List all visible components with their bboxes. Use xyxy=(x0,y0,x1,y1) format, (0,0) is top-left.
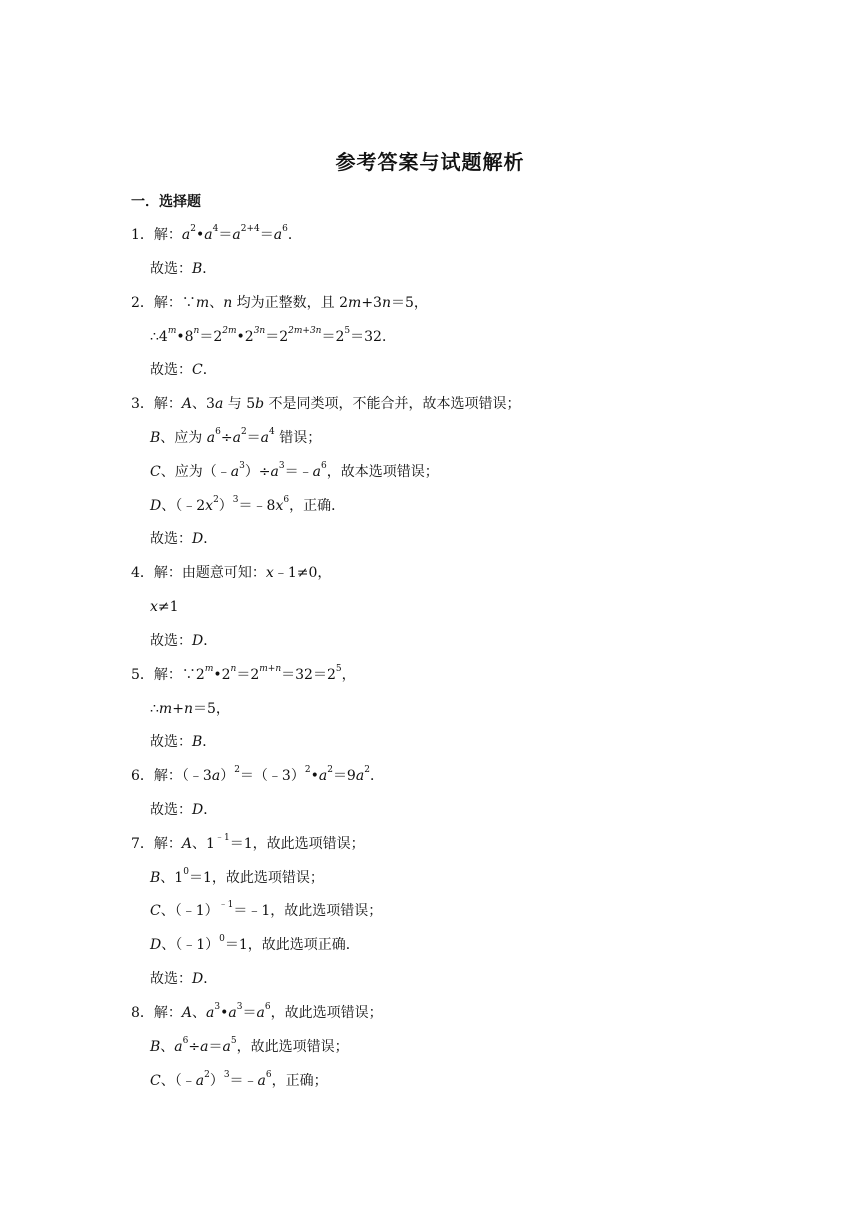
math-variable xyxy=(271,464,279,480)
superscript-content xyxy=(231,664,237,674)
superscript-content: 6 xyxy=(282,224,288,235)
solution-line xyxy=(150,598,179,616)
superscript xyxy=(237,1002,243,1012)
text-run: 、 xyxy=(160,1039,175,1055)
superscript-content: 5 xyxy=(230,1036,237,1047)
math-variable-text: a xyxy=(204,227,213,243)
math-variable-text: D xyxy=(150,937,162,953)
text-run: 、1 xyxy=(160,870,184,886)
text-run: •2 xyxy=(213,667,231,683)
text-run: ＝2 xyxy=(236,667,260,683)
superscript xyxy=(224,1070,230,1080)
math-variable xyxy=(233,430,241,446)
math-variable-text: b xyxy=(255,396,265,412)
text-run: ＝ xyxy=(208,1039,223,1055)
text-run: ） xyxy=(218,498,233,514)
superscript xyxy=(282,224,288,234)
math-variable-text: a xyxy=(318,768,328,784)
solution-line xyxy=(150,700,230,718)
text-run: 、 xyxy=(192,1005,207,1021)
superscript-content xyxy=(259,664,281,674)
text-run: 均为正整数，且 2 xyxy=(232,295,349,311)
math-variable xyxy=(228,1005,236,1021)
solution-line xyxy=(131,1004,383,1022)
superscript xyxy=(168,326,177,336)
text-run: 故选： xyxy=(150,633,192,649)
text-run: 7．解： xyxy=(131,836,182,852)
text-run: ． xyxy=(203,802,218,818)
text-run: 、应为（﹣ xyxy=(160,464,231,480)
superscript xyxy=(183,867,189,877)
text-run: •8 xyxy=(176,329,194,345)
superscript xyxy=(233,495,239,505)
solution-line xyxy=(150,733,216,751)
math-variable-text: a xyxy=(206,1005,215,1021)
math-variable xyxy=(182,1005,192,1021)
text-run: ． xyxy=(287,227,302,243)
superscript xyxy=(205,664,214,674)
math-variable xyxy=(192,734,202,750)
math-variable-text: a xyxy=(260,430,270,446)
text-run: ． xyxy=(202,261,217,277)
superscript-content: 4 xyxy=(269,427,275,438)
text-run: ． xyxy=(202,362,217,378)
superscript-content: 0 xyxy=(183,867,189,878)
math-variable-text: x xyxy=(265,565,274,581)
text-run: ）÷ xyxy=(244,464,271,480)
superscript xyxy=(305,765,311,775)
text-run: ＝ xyxy=(218,227,233,243)
superscript-content: 2 xyxy=(204,1070,210,1081)
math-variable xyxy=(313,464,321,480)
solution-line xyxy=(150,801,217,819)
math-variable-text: 2m xyxy=(222,326,237,337)
math-variable-text: C xyxy=(192,362,203,378)
math-variable-text: a xyxy=(230,464,240,480)
solution-line xyxy=(150,463,439,481)
text-run: ＝1，故此选项错误； xyxy=(229,836,365,852)
text-run: 故选： xyxy=(150,734,192,750)
superscript xyxy=(231,1036,237,1046)
text-run: ﹣1≠0， xyxy=(273,565,332,581)
superscript-content: 3 xyxy=(236,1002,243,1013)
math-variable-text: B xyxy=(192,734,203,750)
math-variable-text: a xyxy=(232,430,241,446)
math-variable xyxy=(196,1073,204,1089)
superscript-content: 3 xyxy=(232,495,239,506)
text-run: ＝﹣1，故此选项错误； xyxy=(233,903,383,919)
text-run: • xyxy=(310,768,319,784)
superscript xyxy=(364,765,370,775)
superscript-content xyxy=(222,326,236,336)
superscript xyxy=(283,495,289,505)
solution-line xyxy=(131,226,302,244)
superscript xyxy=(204,1070,210,1080)
math-variable-text: m xyxy=(167,326,177,337)
text-run: ，正确． xyxy=(289,498,346,514)
math-variable-text: a xyxy=(206,430,216,446)
superscript-content: 3 xyxy=(278,461,285,472)
text-run: ＝﹣ xyxy=(229,1073,258,1089)
math-variable xyxy=(207,430,215,446)
superscript-content: 2 xyxy=(190,224,197,235)
superscript xyxy=(266,1070,272,1080)
text-run: +3 xyxy=(361,295,382,311)
math-variable-text: a xyxy=(174,1039,183,1055)
text-run: 不是同类项，不能合并，故本选项错误； xyxy=(264,396,521,412)
superscript-content: 6 xyxy=(215,427,221,438)
superscript xyxy=(259,664,281,674)
text-run: ＝32． xyxy=(350,329,396,345)
superscript xyxy=(194,326,200,336)
superscript-content: ﹣1 xyxy=(218,900,234,911)
math-variable-text: x xyxy=(205,498,214,514)
superscript xyxy=(219,934,225,944)
text-run: ． xyxy=(203,531,218,547)
math-variable xyxy=(192,802,203,818)
superscript-content: 3 xyxy=(214,1002,221,1013)
math-variable xyxy=(348,295,361,311)
superscript-content: 2 xyxy=(234,765,240,776)
text-run: 8．解： xyxy=(131,1005,182,1021)
math-variable-text: D xyxy=(192,802,204,818)
text-run: 1．解： xyxy=(131,227,182,243)
math-variable-text: C xyxy=(150,464,161,480)
text-run: 3．解： xyxy=(131,396,182,412)
text-run: ． xyxy=(203,971,218,987)
solution-line xyxy=(150,869,324,887)
text-run: ＝9 xyxy=(332,768,356,784)
solution-line xyxy=(150,632,217,650)
text-run: ＝﹣ xyxy=(284,464,313,480)
superscript xyxy=(215,427,221,437)
math-variable-text: D xyxy=(192,633,204,649)
text-run: ＝（﹣3） xyxy=(239,768,305,784)
math-variable xyxy=(182,396,192,412)
math-variable xyxy=(258,1073,266,1089)
math-variable xyxy=(204,227,212,243)
math-variable xyxy=(232,227,240,243)
text-run: ＝1，故此选项错误； xyxy=(188,870,324,886)
text-run: 故选： xyxy=(150,802,192,818)
superscript xyxy=(279,461,285,471)
superscript-content: 0 xyxy=(219,934,225,945)
text-run: ，故此选项错误； xyxy=(236,1039,349,1055)
math-variable xyxy=(319,768,327,784)
superscript xyxy=(344,326,350,336)
solution-line xyxy=(150,1072,328,1090)
superscript-content: 6 xyxy=(283,495,290,506)
superscript xyxy=(222,326,236,336)
math-variable xyxy=(184,701,193,717)
text-run: 错误； xyxy=(274,430,322,446)
math-variable xyxy=(192,362,203,378)
text-run: 5．解：∵2 xyxy=(131,667,205,683)
text-run: ． xyxy=(369,768,384,784)
text-run: 与 5 xyxy=(223,396,256,412)
math-variable-text: B xyxy=(150,1039,161,1055)
solution-line xyxy=(131,666,356,684)
solution-line xyxy=(150,936,360,954)
math-variable-text: m+n xyxy=(259,664,282,675)
math-variable xyxy=(231,464,239,480)
solution-line xyxy=(150,260,216,278)
math-variable-text: n xyxy=(223,295,233,311)
text-run: ＝2 xyxy=(199,329,223,345)
math-variable-text: a xyxy=(257,1073,266,1089)
superscript xyxy=(254,326,266,336)
math-variable-text: a xyxy=(270,464,279,480)
text-run: ＝ xyxy=(246,430,261,446)
math-variable-text: A xyxy=(181,396,193,412)
solution-line xyxy=(131,835,365,853)
superscript xyxy=(214,1002,220,1012)
math-variable xyxy=(150,464,161,480)
text-run: ） xyxy=(220,768,235,784)
text-run: ＝2 xyxy=(265,329,289,345)
text-run: ＝ xyxy=(259,227,274,243)
solution-line xyxy=(131,767,384,785)
superscript-content: 2 xyxy=(327,765,333,776)
solution-line xyxy=(131,395,521,413)
superscript xyxy=(231,664,237,674)
math-variable-text: C xyxy=(150,903,161,919)
superscript xyxy=(336,664,342,674)
math-variable-text: 3n xyxy=(253,326,266,337)
math-variable-text: D xyxy=(192,971,204,987)
text-run: ， xyxy=(341,667,356,683)
math-variable-text: n xyxy=(381,295,391,311)
superscript-content: ﹣1 xyxy=(214,833,230,844)
math-variable-text: a xyxy=(214,396,224,412)
math-variable xyxy=(150,937,161,953)
superscript xyxy=(234,765,240,775)
math-variable-text: B xyxy=(150,430,161,446)
math-variable-text: a xyxy=(256,1005,265,1021)
math-variable-text: a xyxy=(195,1073,205,1089)
text-run: 、3 xyxy=(192,396,215,412)
superscript xyxy=(321,461,327,471)
math-variable xyxy=(150,599,158,615)
solution-line xyxy=(150,530,217,548)
math-variable xyxy=(257,1005,265,1021)
page-title: 参考答案与试题解析 xyxy=(335,150,525,174)
superscript-content: 2+4 xyxy=(240,224,260,235)
superscript xyxy=(213,495,219,505)
math-variable xyxy=(274,227,282,243)
math-variable xyxy=(192,971,203,987)
math-variable-text: x xyxy=(150,599,158,615)
solution-line xyxy=(150,1038,349,1056)
superscript-content: 6 xyxy=(264,1002,271,1013)
superscript-content: 3 xyxy=(239,461,245,472)
superscript xyxy=(219,900,234,910)
superscript-content: 6 xyxy=(321,461,327,472)
math-variable xyxy=(192,633,203,649)
math-variable-text: m xyxy=(195,295,210,311)
math-variable xyxy=(261,430,269,446)
solution-line xyxy=(150,361,217,379)
text-run: ∴4 xyxy=(150,329,168,345)
text-run: ＝1，故此选项正确． xyxy=(224,937,360,953)
text-run: 故选： xyxy=(150,261,192,277)
math-variable-text: B xyxy=(192,261,203,277)
text-run: ） xyxy=(209,1073,224,1089)
text-run: ÷ xyxy=(220,430,233,446)
math-variable xyxy=(150,430,160,446)
solution-line xyxy=(131,294,428,312)
superscript-content: 6 xyxy=(182,1036,189,1047)
math-variable xyxy=(222,1039,230,1055)
text-run: 、（﹣2 xyxy=(161,498,206,514)
math-variable-text: A xyxy=(181,836,193,852)
superscript xyxy=(239,461,245,471)
text-run: ≠1 xyxy=(157,599,179,615)
superscript-content: 6 xyxy=(265,1070,272,1081)
math-variable xyxy=(255,396,264,412)
text-run: ＝5， xyxy=(192,701,230,717)
superscript-content xyxy=(168,326,177,336)
superscript xyxy=(241,427,247,437)
superscript-content: 2 xyxy=(304,765,311,776)
text-run: 、（﹣1） xyxy=(161,937,220,953)
math-variable-text: m xyxy=(158,701,173,717)
math-variable-text: n xyxy=(183,701,193,717)
text-run: ＝ xyxy=(242,1005,257,1021)
superscript-content: 2 xyxy=(240,427,247,438)
math-variable-text: D xyxy=(192,531,204,547)
text-run: ，故此选项错误； xyxy=(270,1005,383,1021)
math-variable xyxy=(192,261,202,277)
superscript xyxy=(215,833,230,843)
text-run: ＝32＝2 xyxy=(281,667,336,683)
superscript xyxy=(190,224,196,234)
math-variable xyxy=(150,903,161,919)
math-variable-text: a xyxy=(211,768,221,784)
math-variable xyxy=(182,836,192,852)
text-run: 故选： xyxy=(150,971,192,987)
math-variable xyxy=(382,295,391,311)
text-run: ． xyxy=(203,633,218,649)
math-variable xyxy=(212,768,220,784)
superscript xyxy=(241,224,260,234)
superscript xyxy=(265,1002,271,1012)
solution-line xyxy=(131,564,331,582)
math-variable xyxy=(205,498,213,514)
solution-line xyxy=(150,902,382,920)
text-run: •2 xyxy=(236,329,254,345)
superscript-content: 3 xyxy=(223,1070,230,1081)
math-variable xyxy=(150,1039,160,1055)
superscript-content xyxy=(254,326,266,336)
text-run: 6．解：（﹣3 xyxy=(131,768,212,784)
math-variable-text: a xyxy=(181,227,191,243)
text-run: 故选： xyxy=(150,362,192,378)
text-run: ＝5， xyxy=(391,295,428,311)
math-variable xyxy=(356,768,364,784)
math-variable-text: a xyxy=(312,464,321,480)
text-run: ． xyxy=(202,734,217,750)
superscript-content: 2 xyxy=(364,765,370,776)
math-variable-text: n xyxy=(193,326,200,337)
math-variable xyxy=(150,1073,161,1089)
math-variable-text: C xyxy=(150,1073,161,1089)
text-run: 4．解：由题意可知： xyxy=(131,565,266,581)
superscript-content xyxy=(194,326,200,336)
math-variable-text: a xyxy=(232,227,241,243)
text-run: 、1 xyxy=(192,836,215,852)
math-variable-text: a xyxy=(273,227,283,243)
math-variable-text: m xyxy=(204,664,214,675)
math-variable xyxy=(174,1039,182,1055)
math-variable xyxy=(150,498,161,514)
math-variable xyxy=(150,870,160,886)
text-run: 2．解：∵ xyxy=(131,295,196,311)
math-variable xyxy=(266,565,274,581)
math-variable-text: D xyxy=(150,498,162,514)
section-heading: 一．选择题 xyxy=(131,194,201,210)
math-variable-text: n xyxy=(230,664,237,675)
text-run: 、应为 xyxy=(160,430,207,446)
superscript-content: 2 xyxy=(213,495,219,506)
text-run: ，正确； xyxy=(271,1073,328,1089)
math-variable-text: a xyxy=(228,1005,237,1021)
superscript-content: 5 xyxy=(344,326,351,337)
text-run: • xyxy=(220,1005,229,1021)
math-variable-text: A xyxy=(181,1005,193,1021)
superscript xyxy=(288,326,321,336)
math-variable-text: a xyxy=(355,768,365,784)
solution-line xyxy=(150,328,396,346)
solution-line xyxy=(150,497,345,515)
math-variable-text: a xyxy=(222,1039,231,1055)
text-run: 、（﹣1） xyxy=(160,903,219,919)
math-variable xyxy=(159,701,172,717)
math-variable xyxy=(223,295,232,311)
superscript-content: 5 xyxy=(335,664,342,675)
text-run: ＝2 xyxy=(321,329,345,345)
math-variable-text: 2m+3n xyxy=(288,326,322,337)
math-variable xyxy=(196,295,209,311)
math-variable-text: x xyxy=(275,498,284,514)
superscript xyxy=(269,427,275,437)
superscript-content xyxy=(288,326,321,336)
text-run: 故选： xyxy=(150,531,192,547)
text-run: 、 xyxy=(209,295,224,311)
superscript xyxy=(213,224,219,234)
text-run: ÷ xyxy=(188,1039,201,1055)
text-run: ，故本选项错误； xyxy=(326,464,439,480)
math-variable-text: B xyxy=(150,870,161,886)
math-variable xyxy=(192,531,203,547)
text-run: ＝﹣8 xyxy=(238,498,276,514)
solution-line xyxy=(150,970,217,988)
text-run: • xyxy=(196,227,205,243)
superscript xyxy=(327,765,333,775)
text-run: 、（﹣ xyxy=(160,1073,196,1089)
superscript-content xyxy=(205,664,214,674)
text-run: ∴ xyxy=(150,701,159,717)
superscript xyxy=(183,1036,189,1046)
superscript-content: 4 xyxy=(212,224,219,235)
solution-line xyxy=(150,429,321,447)
math-variable-text: a xyxy=(200,1039,209,1055)
math-variable-text: m xyxy=(348,295,362,311)
text-run: + xyxy=(172,701,184,717)
